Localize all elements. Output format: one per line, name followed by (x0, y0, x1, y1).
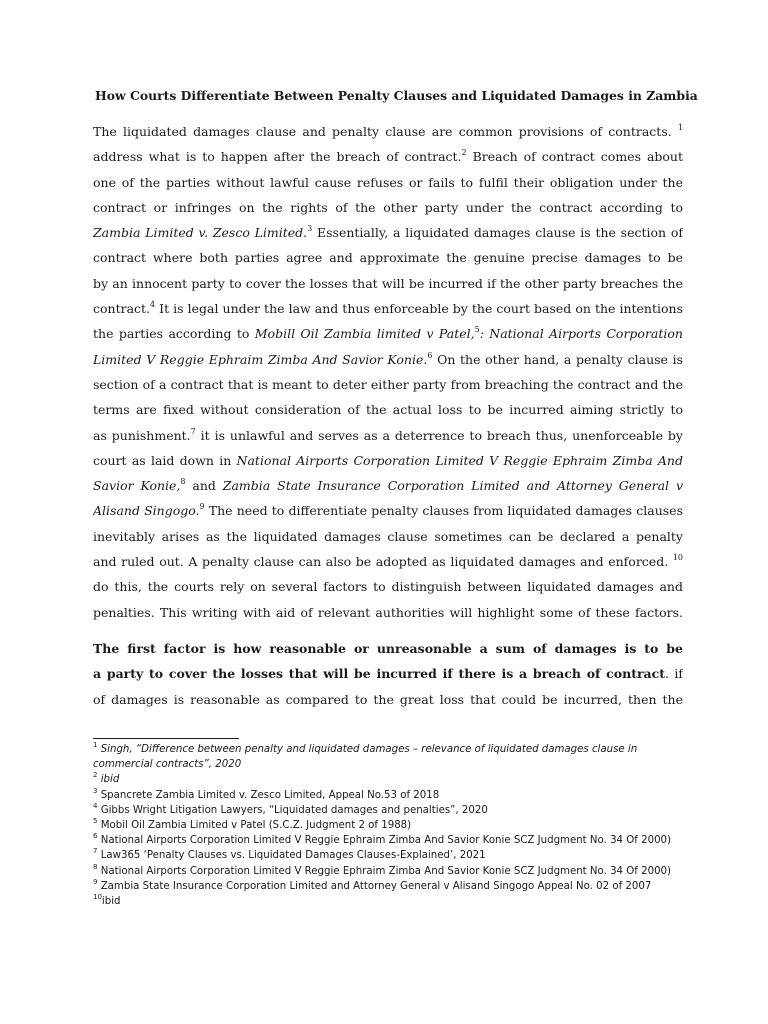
text-run: Breach of contract comes about (472, 149, 683, 165)
text-run: contract. (93, 301, 151, 317)
text-line (93, 687, 683, 712)
text-run: The need to differentiate penalty clauses from liquidated damages clauses (204, 503, 683, 519)
body-paragraph-1 (93, 119, 683, 625)
case-citation: Savior Konie, (93, 478, 181, 494)
case-citation: Mobill Oil Zambia limited v Patel, (254, 326, 475, 342)
text-line (93, 473, 683, 498)
text-run: contract where both parties agree and approximate the genuine precise damages to be (93, 250, 683, 266)
text-run: section of a contract that is meant to deter either party from breaching the contract and the (93, 376, 683, 392)
text-line (93, 574, 683, 599)
text-run: of damages is reasonable as compared to the great loss that could be incurred, then the (93, 691, 683, 707)
text-run: it is unlawful and serves as a deterrence to breach thus, unenforceable by (200, 427, 683, 443)
text-line (93, 397, 683, 422)
text-line (93, 661, 683, 686)
footnote-number: 6 (93, 832, 98, 841)
footnote-item (93, 788, 683, 803)
footnote-text: National Airports Corporation Limited V Reggie Ephraim Zimba And Savior Konie SCZ Judgment No. 34 Of 2000) (97, 865, 672, 877)
text-run: and (185, 478, 223, 494)
footnote-text: National Airports Corporation Limited V Reggie Ephraim Zimba And Savior Konie SCZ Judgment No. 34 Of 2000) (97, 835, 672, 847)
footnote-number: 3 (93, 786, 98, 795)
footnote-ref: 5 (474, 325, 480, 335)
text-line (93, 271, 683, 296)
footnote-number: 5 (93, 817, 98, 826)
footnote-ref: 8 (180, 477, 186, 487)
text-run: penalties. This writing with aid of relevant authorities will highlight some of these factors. (93, 604, 683, 620)
text-line (93, 296, 683, 321)
footnote-text: Singh, “Difference between penalty and liquidated damages – relevance of liquidated damages clause in commercial contracts”, 2020 (93, 744, 638, 771)
footnote-number: 10 (93, 893, 102, 902)
footnote-item (93, 742, 683, 772)
text-line (93, 423, 683, 448)
footnote-number: 2 (93, 771, 98, 780)
text-run: It is legal under the law and thus enforceable by the court based on the intentions (159, 301, 683, 317)
footnote-item (93, 894, 683, 909)
text-run: terms are fixed without consideration of the actual loss to be incurred aiming strictly to (93, 402, 683, 418)
footnote-ref: 10 (672, 553, 683, 563)
text-line (93, 347, 683, 372)
footnote-text: Spancrete Zambia Limited v. Zesco Limited, Appeal No.53 of 2018 (97, 789, 440, 801)
footnote-ref: 1 (677, 123, 683, 132)
text-line (93, 220, 683, 245)
text-run: address what is to happen after the breach of contract. (93, 149, 462, 165)
text-run: as punishment. (93, 427, 191, 443)
footnote-text: Law365 ‘Penalty Clauses vs. Liquidated Damages Clauses-Explained’, 2021 (97, 850, 486, 862)
text-run: do this, the courts rely on several factors to distinguish between liquidated damages and (93, 579, 683, 595)
footnote-item (93, 803, 683, 818)
footnote-ref: 2 (461, 148, 467, 158)
footnote-number: 7 (93, 847, 98, 856)
case-citation: : National Airports Corporation (479, 326, 683, 342)
text-run: and ruled out. A penalty clause can also be adopted as liquidated damages and enforced. (93, 554, 673, 570)
footnote-ref: 3 (307, 224, 313, 234)
text-run: the parties according to (93, 326, 255, 342)
text-run: On the other hand, a penalty clause is (437, 351, 683, 367)
footnote-ref: 9 (199, 502, 205, 512)
footnote-ref: 7 (190, 426, 196, 436)
footnote-separator (93, 738, 239, 739)
text-run: inevitably arises as the liquidated damages clause sometimes can be declared a penalty (93, 528, 683, 544)
case-citation: Zambia State Insurance Corporation Limited and Attorney General v (222, 478, 683, 494)
footnote-text: ibid (97, 774, 120, 786)
text-line (93, 524, 683, 549)
footnote-item (93, 833, 683, 848)
bold-text: a party to cover the losses that will be incurred if there is a breach of contract (93, 666, 666, 682)
footnote-number: 9 (93, 877, 98, 886)
footnote-number: 1 (93, 741, 98, 749)
footnotes (93, 742, 683, 909)
body-paragraph-2 (93, 636, 683, 712)
text-line (93, 119, 683, 144)
text-run: contract or infringes on the rights of the other party under the contract according to (93, 199, 683, 215)
footnote-item (93, 772, 683, 787)
footnote-text: ibid (101, 896, 121, 908)
text-run: . if (665, 666, 683, 682)
text-run: one of the parties without lawful cause refuses or fails to fulfil their obligation under the (93, 174, 683, 190)
text-line (93, 245, 683, 270)
text-line (93, 448, 683, 473)
footnote-item (93, 818, 683, 833)
text-line (93, 498, 683, 523)
footnote-text: Gibbs Wright Litigation Lawyers, “Liquidated damages and penalties”, 2020 (97, 804, 488, 816)
footnote-item (93, 879, 683, 894)
footnote-item (93, 864, 683, 879)
text-run: by an innocent party to cover the losses that will be incurred if the other party breaches the (93, 275, 683, 291)
case-citation: Zambia Limited v. Zesco Limited. (93, 225, 308, 241)
footnote-text: Zambia State Insurance Corporation Limited and Attorney General v Alisand Singogo Appeal No. 02 of 2007 (97, 880, 652, 892)
bold-text: The first factor is how reasonable or unreasonable a sum of damages is to be (93, 641, 683, 656)
text-line (93, 321, 683, 346)
text-run: The liquidated damages clause and penalty clause are common provisions of contracts. (93, 124, 678, 139)
text-line (93, 600, 683, 625)
text-run: court as laid down in (93, 452, 237, 468)
text-line (93, 549, 683, 574)
footnote-ref: 6 (427, 350, 433, 360)
footnote-number: 4 (93, 801, 98, 810)
text-line (93, 195, 683, 220)
text-run: Essentially, a liquidated damages clause is the section of (317, 225, 683, 241)
footnote-item (93, 848, 683, 863)
footnote-ref: 4 (150, 300, 156, 310)
document-title: How Courts Differentiate Between Penalty Clauses and Liquidated Damages in Zambia (95, 88, 698, 103)
footnote-text: Mobil Oil Zambia Limited v Patel (S.C.Z. Judgment 2 of 1988) (97, 820, 412, 832)
text-line (93, 636, 683, 661)
case-citation: Limited V Reggie Ephraim Zimba And Savior Konie. (93, 351, 428, 367)
text-line (93, 372, 683, 397)
case-citation: Alisand Singogo. (93, 503, 200, 519)
footnote-number: 8 (93, 862, 98, 871)
case-citation: National Airports Corporation Limited V Reggie Ephraim Zimba And (236, 452, 683, 468)
text-line (93, 170, 683, 195)
text-line (93, 144, 683, 169)
